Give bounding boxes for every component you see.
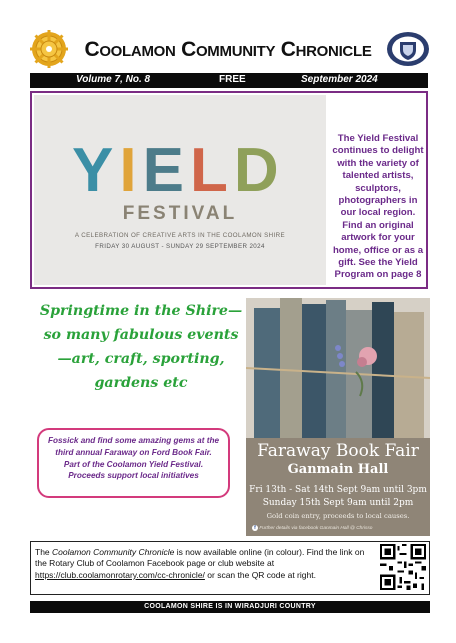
book-fair-venue: Ganmain Hall xyxy=(287,462,389,477)
masthead xyxy=(28,24,430,72)
book-fair-entry: Gold coin entry, proceeds to local causes. xyxy=(266,512,410,520)
yield-logo-subtitle: A CELEBRATION OF CREATIVE ARTS IN THE COOLAMON SHIRE xyxy=(74,232,286,239)
price-label: FREE xyxy=(219,74,246,85)
book-fair-poster xyxy=(246,298,430,536)
yield-logo-letter: L xyxy=(189,136,234,197)
yield-logo-letter: D xyxy=(233,136,285,197)
yield-logo-lettering xyxy=(72,135,298,197)
yield-logo-letter: Y xyxy=(72,136,120,197)
yield-logo-festival: FESTIVAL xyxy=(122,203,238,224)
yield-logo-letter: I xyxy=(119,136,143,197)
book-fair-facebook-note xyxy=(252,525,430,531)
masthead-title: Coolamon Community Chronicle xyxy=(84,38,372,61)
paper-name: Coolamon Community Chronicle xyxy=(52,547,175,557)
school-crest-icon xyxy=(386,30,430,68)
volume-label: Volume 7, No. 8 xyxy=(76,74,151,85)
book-fair-dates-2: Sunday 15th Sept 9am until 2pm xyxy=(262,498,414,508)
facebook-note-text: Further details via facebook Ganmain Hall @ Chrisso xyxy=(259,526,373,531)
qr-code-icon[interactable] xyxy=(380,544,426,590)
yield-logo-text xyxy=(72,136,285,197)
fossick-notice: Fossick and find some amazing gems at the third annual Faraway on Ford Book Fair. Part of the Coolamon Yield Festival. Proceeds support local initiatives xyxy=(37,428,230,498)
yield-festival-blurb: The Yield Festival continues to delight with the variety of talented artists, sculptors, photographers in our local region. Find an original artwork for your home, office or as a gift. See the Yield Program on page 8 xyxy=(332,133,424,281)
online-text-2: or scan the QR code at right. xyxy=(204,569,316,580)
issue-date: September 2024 xyxy=(301,74,378,85)
issue-info-bar xyxy=(30,73,428,88)
online-notice-text xyxy=(35,547,365,581)
yield-logo-letter: E xyxy=(142,136,190,197)
yield-festival-feature xyxy=(30,91,428,289)
footer-acknowledgement: COOLAMON SHIRE IS IN WIRADJURI COUNTRY xyxy=(30,601,430,613)
online-intro: The xyxy=(35,547,53,557)
book-fair-title: Faraway Book Fair xyxy=(257,441,419,461)
yield-logo-dates: FRIDAY 30 AUGUST - SUNDAY 29 SEPTEMBER 2024 xyxy=(95,243,265,250)
online-notice xyxy=(30,541,430,595)
book-fair-dates-1: Fri 13th - Sat 14th Sept 9am until 3pm xyxy=(249,485,427,495)
yield-festival-logo xyxy=(34,95,326,285)
books-photo xyxy=(246,298,430,438)
club-website-link[interactable]: https://club.coolamonrotary.com/cc-chronicle/ xyxy=(35,569,205,580)
rotary-wheel-icon xyxy=(28,28,70,70)
facebook-icon: f xyxy=(252,525,258,531)
online-text-1: is now available online (in colour). Find the link on the Rotary Club of Coolamon Facebook page or club website at xyxy=(35,547,365,569)
springtime-headline: Springtime in the Shire—so many fabulous events—art, craft, sporting, gardens etc xyxy=(39,303,243,391)
